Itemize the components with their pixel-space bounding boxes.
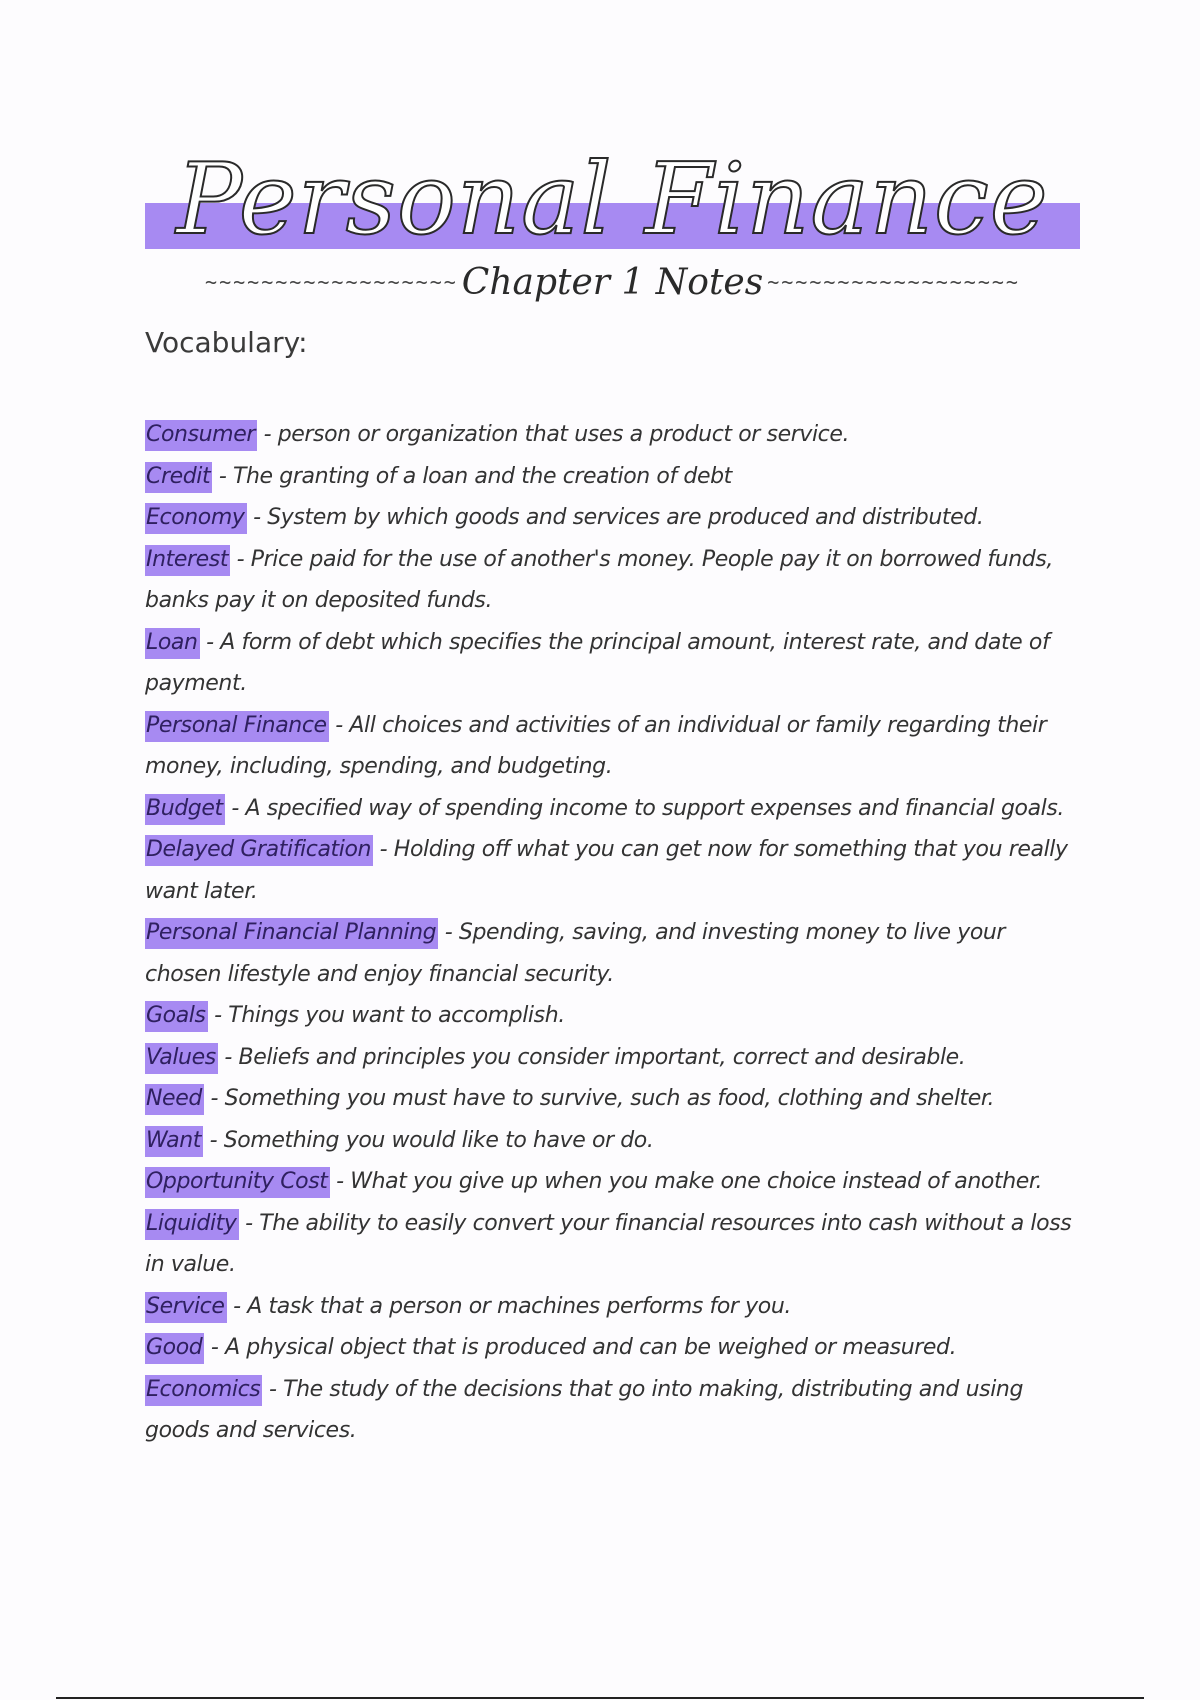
vocab-term: Values bbox=[145, 1043, 218, 1074]
vocab-item bbox=[145, 995, 1085, 1037]
vocab-item bbox=[145, 1327, 1085, 1369]
vocab-definition: - Something you would like to have or do. bbox=[203, 1127, 654, 1153]
vocab-item bbox=[145, 539, 1085, 622]
page-title: Personal Finance bbox=[176, 143, 1049, 257]
footer-divider bbox=[56, 1697, 1144, 1699]
vocab-term: Loan bbox=[145, 628, 200, 659]
vocab-definition: - The study of the decisions that go into making, distributing and using goods and services. bbox=[145, 1376, 1024, 1443]
vocab-item bbox=[145, 1078, 1085, 1120]
vocab-term: Personal Finance bbox=[145, 711, 329, 742]
vocab-definition: - Spending, saving, and investing money to live your chosen lifestyle and enjoy financial security. bbox=[145, 920, 1006, 987]
vocab-definition: - person or organization that uses a product or service. bbox=[256, 422, 850, 447]
vocab-item bbox=[145, 1037, 1085, 1079]
vocab-item bbox=[145, 497, 1085, 539]
vocab-item bbox=[145, 414, 1085, 456]
vocab-term: Interest bbox=[145, 545, 230, 576]
vocab-term: Need bbox=[145, 1084, 204, 1115]
vocab-item bbox=[145, 456, 1085, 498]
vocab-term: Delayed Gratification bbox=[145, 835, 373, 866]
vocab-item bbox=[145, 705, 1085, 788]
vocab-definition: - A physical object that is produced and can be weighed or measured. bbox=[204, 1335, 957, 1360]
vocab-definition: - A task that a person or machines performs for you. bbox=[226, 1293, 791, 1319]
vocab-term: Goals bbox=[145, 1001, 208, 1032]
vocab-term: Credit bbox=[145, 462, 212, 493]
vocab-definition: - Something you must have to survive, such as food, clothing and shelter. bbox=[203, 1086, 995, 1111]
vocab-definition: - Price paid for the use of another's money. People pay it on borrowed funds, banks pay it on deposited funds. bbox=[145, 546, 1053, 613]
vocab-term: Want bbox=[145, 1126, 203, 1157]
tilde-divider-left: ~~~~~~~~~~~~~~~~~~ bbox=[205, 270, 458, 294]
vocab-definition: - The ability to easily convert your financial resources into cash without a loss in value. bbox=[145, 1210, 1072, 1277]
vocab-item bbox=[145, 1120, 1085, 1162]
vocab-definition: - A form of debt which specifies the principal amount, interest rate, and date of payment. bbox=[145, 629, 1050, 696]
vocab-definition: - What you give up when you make one choice instead of another. bbox=[329, 1169, 1043, 1194]
vocab-definition: - The granting of a loan and the creation of debt bbox=[212, 463, 732, 489]
vocab-term: Budget bbox=[145, 794, 225, 825]
vocab-term: Opportunity Cost bbox=[145, 1167, 330, 1198]
vocab-definition: - All choices and activities of an individual or family regarding their money, including, spending, and budgeting. bbox=[145, 712, 1047, 779]
vocab-item bbox=[145, 622, 1085, 705]
vocab-item bbox=[145, 912, 1085, 995]
vocab-item bbox=[145, 829, 1085, 912]
vocab-definition: - Holding off what you can get now for something that you really want later. bbox=[145, 837, 1068, 904]
vocab-item bbox=[145, 1203, 1085, 1286]
vocab-item bbox=[145, 1286, 1085, 1328]
vocab-term: Good bbox=[145, 1333, 204, 1364]
vocab-term: Consumer bbox=[145, 420, 257, 451]
vocab-definition: - A specified way of spending income to support expenses and financial goals. bbox=[224, 795, 1065, 821]
tilde-divider-right: ~~~~~~~~~~~~~~~~~~ bbox=[767, 270, 1020, 294]
vocab-term: Service bbox=[145, 1292, 227, 1323]
vocab-term: Personal Financial Planning bbox=[145, 918, 438, 949]
vocab-term: Economy bbox=[145, 503, 247, 534]
vocabulary-list bbox=[145, 414, 1085, 1452]
page-subtitle: Chapter 1 Notes bbox=[461, 261, 764, 303]
section-heading: Vocabulary: bbox=[145, 326, 308, 359]
vocab-definition: - Beliefs and principles you consider important, correct and desirable. bbox=[217, 1044, 966, 1070]
vocab-definition: - Things you want to accomplish. bbox=[207, 1003, 565, 1028]
vocab-item bbox=[145, 1161, 1085, 1203]
vocab-item bbox=[145, 788, 1085, 830]
vocab-definition: - System by which goods and services are produced and distributed. bbox=[246, 505, 984, 530]
vocab-term: Liquidity bbox=[145, 1209, 239, 1240]
vocab-term: Economics bbox=[145, 1375, 262, 1406]
subtitle-row bbox=[145, 258, 1080, 306]
vocab-item bbox=[145, 1369, 1085, 1452]
